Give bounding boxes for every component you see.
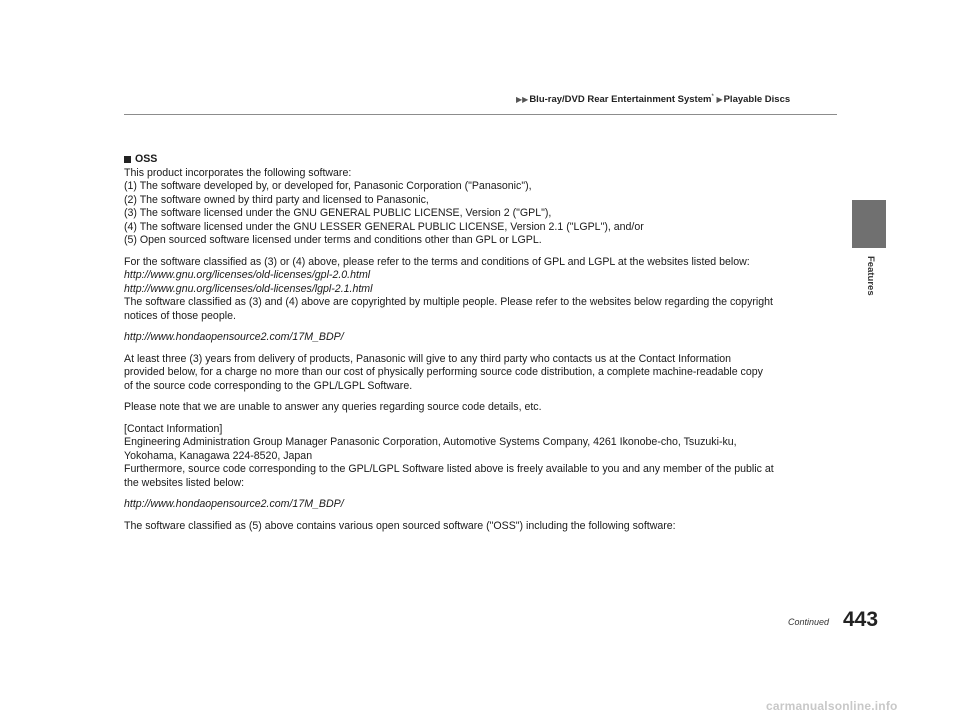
gpl-intro: For the software classified as (3) or (4) above, please refer to the terms and conditions of GPL and LGPL at the websites listed below: (124, 255, 750, 268)
contact-heading: [Contact Information] (124, 422, 223, 435)
intro-line: (5) Open sourced software licensed under terms and conditions other than GPL or LGPL. (124, 234, 542, 246)
intro-line: (3) The software licensed under the GNU GENERAL PUBLIC LICENSE, Version 2 ("GPL"), (124, 207, 552, 219)
intro-line: (1) The software developed by, or developed for, Panasonic Corporation ("Panasonic"), (124, 180, 532, 192)
contact-address: Engineering Administration Group Manager Panasonic Corporation, Automotive Systems Company, 4261 Ikonobe-cho, Tsuzuki-ku, (124, 436, 737, 448)
section-heading (124, 153, 844, 167)
page-content (124, 153, 844, 533)
square-bullet-icon (124, 156, 131, 163)
oss-text: The software classified as (5) above contains various open sourced software ("OSS") including the following software: (124, 519, 676, 532)
offer-text: provided below, for a charge no more than our cost of physically performing source code distribution, a complete machine-readable copy (124, 366, 763, 378)
section-heading-text: OSS (135, 153, 158, 165)
chapter-tab[interactable] (852, 200, 886, 248)
copyright-text: The software classified as (3) and (4) above are copyrighted by multiple people. Please refer to the websites below regarding the copyright (124, 296, 773, 308)
chapter-tab-label: Features (865, 256, 876, 296)
honda-source-link[interactable]: http://www.hondaopensource2.com/17M_BDP/ (124, 498, 344, 510)
breadcrumb-section[interactable]: Blu-ray/DVD Rear Entertainment System (529, 94, 712, 106)
further-text: the websites listed below: (124, 476, 245, 489)
copyright-text: notices of those people. (124, 309, 236, 322)
further-text: Furthermore, source code corresponding to the GPL/LGPL Software listed above is freely available to you and any member of the public at (124, 463, 774, 475)
page-number: 443 (843, 608, 879, 631)
header-divider (124, 114, 837, 115)
intro-line: (2) The software owned by third party and licensed to Panasonic, (124, 193, 429, 206)
watermark-text: carmanualsonline.info (766, 699, 898, 713)
breadcrumb-page[interactable]: Playable Discs (723, 94, 791, 106)
intro-line: (4) The software licensed under the GNU LESSER GENERAL PUBLIC LICENSE, Version 2.1 ("LGPL"), and/or (124, 220, 644, 233)
breadcrumb-arrow-icon: ▶▶ (516, 95, 529, 105)
offer-text: At least three (3) years from delivery of products, Panasonic will give to any third party who contacts us at the Contact Information (124, 352, 732, 365)
gpl-link[interactable]: http://www.gnu.org/licenses/old-licenses/gpl-2.0.html (124, 269, 371, 281)
lgpl-link[interactable]: http://www.gnu.org/licenses/old-licenses/lgpl-2.1.html (124, 282, 373, 295)
breadcrumb-asterisk: * (711, 94, 714, 100)
intro-line: This product incorporates the following software: (124, 166, 352, 179)
offer-text: of the source code corresponding to the GPL/LGPL Software. (124, 379, 413, 392)
breadcrumb (516, 94, 790, 105)
honda-source-link[interactable]: http://www.hondaopensource2.com/17M_BDP/ (124, 331, 344, 343)
note-text: Please note that we are unable to answer any queries regarding source code details, etc. (124, 401, 542, 413)
contact-address: Yokohama, Kanagawa 224-8520, Japan (124, 449, 313, 462)
continued-label: Continued (788, 617, 830, 627)
breadcrumb-separator-icon: ▶ (716, 95, 723, 105)
